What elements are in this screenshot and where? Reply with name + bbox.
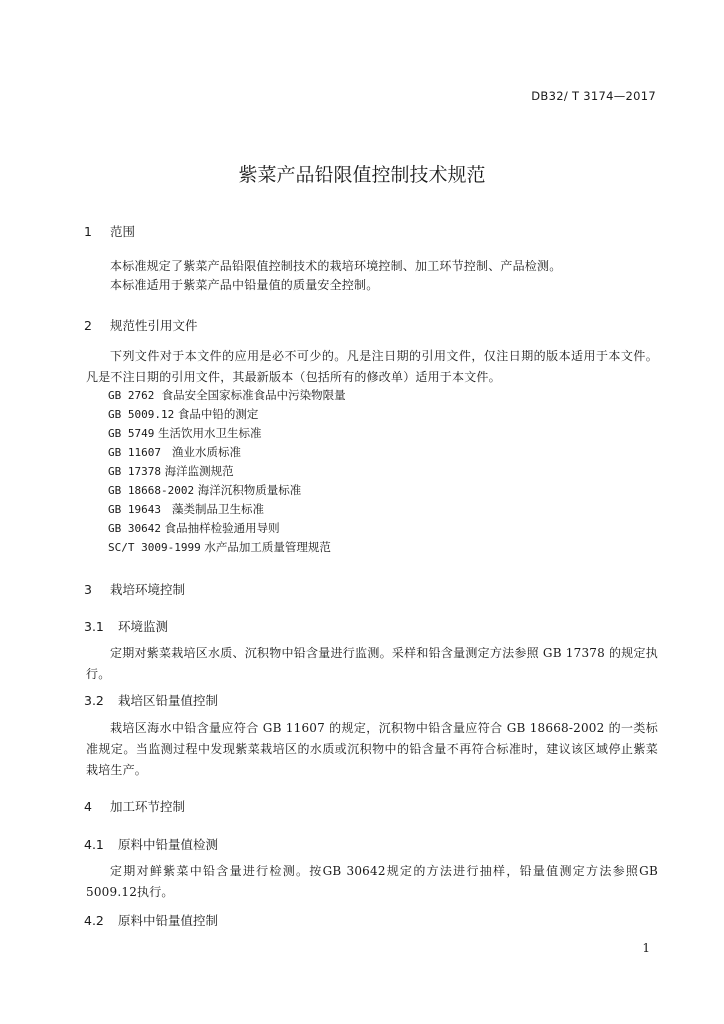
reference-item xyxy=(108,386,346,405)
reference-code: GB 5749 xyxy=(108,427,155,440)
section-number: 4.2 xyxy=(84,913,104,928)
section-1-paragraph-1: 本标准规定了紫菜产品铅限值控制技术的栽培环境控制、加工环节控制、产品检测。 xyxy=(110,259,562,273)
reference-name: 海洋沉积物质量标准 xyxy=(197,483,302,497)
reference-name: 海洋监测规范 xyxy=(164,464,234,478)
section-1-heading xyxy=(84,222,135,240)
section-title: 原料中铅量值控制 xyxy=(117,913,218,928)
section-3-1-heading xyxy=(84,617,168,635)
section-title: 规范性引用文件 xyxy=(109,318,198,333)
section-1-paragraph-2: 本标准适用于紫菜产品中铅量值的质量安全控制。 xyxy=(110,278,379,292)
section-4-2-heading xyxy=(84,911,218,929)
reference-code: GB 18668-2002 xyxy=(108,484,195,497)
section-number: 4 xyxy=(84,799,92,814)
section-title: 环境监测 xyxy=(117,619,168,634)
reference-code: GB 11607 xyxy=(108,446,161,459)
reference-name: 藻类制品卫生标准 xyxy=(171,502,264,516)
section-3-2-heading xyxy=(84,691,218,709)
section-4-1-heading xyxy=(84,835,218,853)
page-number: 1 xyxy=(642,941,650,955)
reference-code: GB 17378 xyxy=(108,465,161,478)
reference-name: 食品中铅的测定 xyxy=(177,407,259,421)
section-2-paragraph: 下列文件对于本文件的应用是必不可少的。凡是注日期的引用文件，仅注日期的版本适用于本文件。凡是不注日期的引用文件，其最新版本（包括所有的修改单）适用于本文件。 xyxy=(86,349,658,384)
reference-item xyxy=(108,462,346,481)
reference-name: 食品安全国家标准食品中污染物限量 xyxy=(161,388,346,402)
reference-item xyxy=(108,519,346,538)
reference-code: GB 30642 xyxy=(108,522,161,535)
section-2-heading xyxy=(84,316,198,334)
section-title: 范围 xyxy=(109,224,135,239)
section-3-heading xyxy=(84,580,185,598)
section-3-2-paragraph: 栽培区海水中铅含量应符合 GB 11607 的规定，沉积物中铅含量应符合 GB 18668-2002 的一类标准规定。当监测过程中发现紫菜栽培区的水质或沉积物中的铅含量不再符合标准时，建议该区域停止紫菜栽培生产。 xyxy=(86,721,658,777)
reference-item xyxy=(108,500,346,519)
standard-code: DB32/ T 3174—2017 xyxy=(531,89,656,103)
section-number: 3.2 xyxy=(84,693,104,708)
document-title: 紫菜产品铅限值控制技术规范 xyxy=(238,164,486,186)
section-title: 栽培环境控制 xyxy=(109,582,185,597)
section-title: 原料中铅量值检测 xyxy=(117,837,218,852)
section-number: 3 xyxy=(84,582,92,597)
section-title: 栽培区铅量值控制 xyxy=(117,693,218,708)
section-number: 1 xyxy=(84,224,92,239)
reference-code: SC/T 3009-1999 xyxy=(108,541,201,554)
section-number: 3.1 xyxy=(84,619,104,634)
normative-references-list xyxy=(108,386,346,557)
reference-item xyxy=(108,424,346,443)
reference-item xyxy=(108,405,346,424)
reference-name: 生活饮用水卫生标准 xyxy=(158,426,262,440)
section-number: 4.1 xyxy=(84,837,104,852)
section-title: 加工环节控制 xyxy=(109,799,185,814)
reference-item xyxy=(108,481,346,500)
reference-name: 食品抽样检验通用导则 xyxy=(164,521,280,535)
reference-name: 渔业水质标准 xyxy=(171,445,241,459)
reference-code: GB 2762 xyxy=(108,389,155,402)
section-number: 2 xyxy=(84,318,92,333)
reference-item xyxy=(108,443,346,462)
section-3-1-paragraph: 定期对紫菜栽培区水质、沉积物中铅含量进行监测。采样和铅含量测定方法参照 GB 17378 的规定执行。 xyxy=(86,646,658,681)
reference-name: 水产品加工质量管理规范 xyxy=(204,540,331,554)
reference-code: GB 5009.12 xyxy=(108,408,175,421)
section-4-heading xyxy=(84,797,185,815)
section-4-1-paragraph: 定期对鲜紫菜中铅含量进行检测。按GB 30642规定的方法进行抽样，铅量值测定方法参照GB 5009.12执行。 xyxy=(86,864,658,899)
reference-item xyxy=(108,538,346,557)
reference-code: GB 19643 xyxy=(108,503,161,516)
